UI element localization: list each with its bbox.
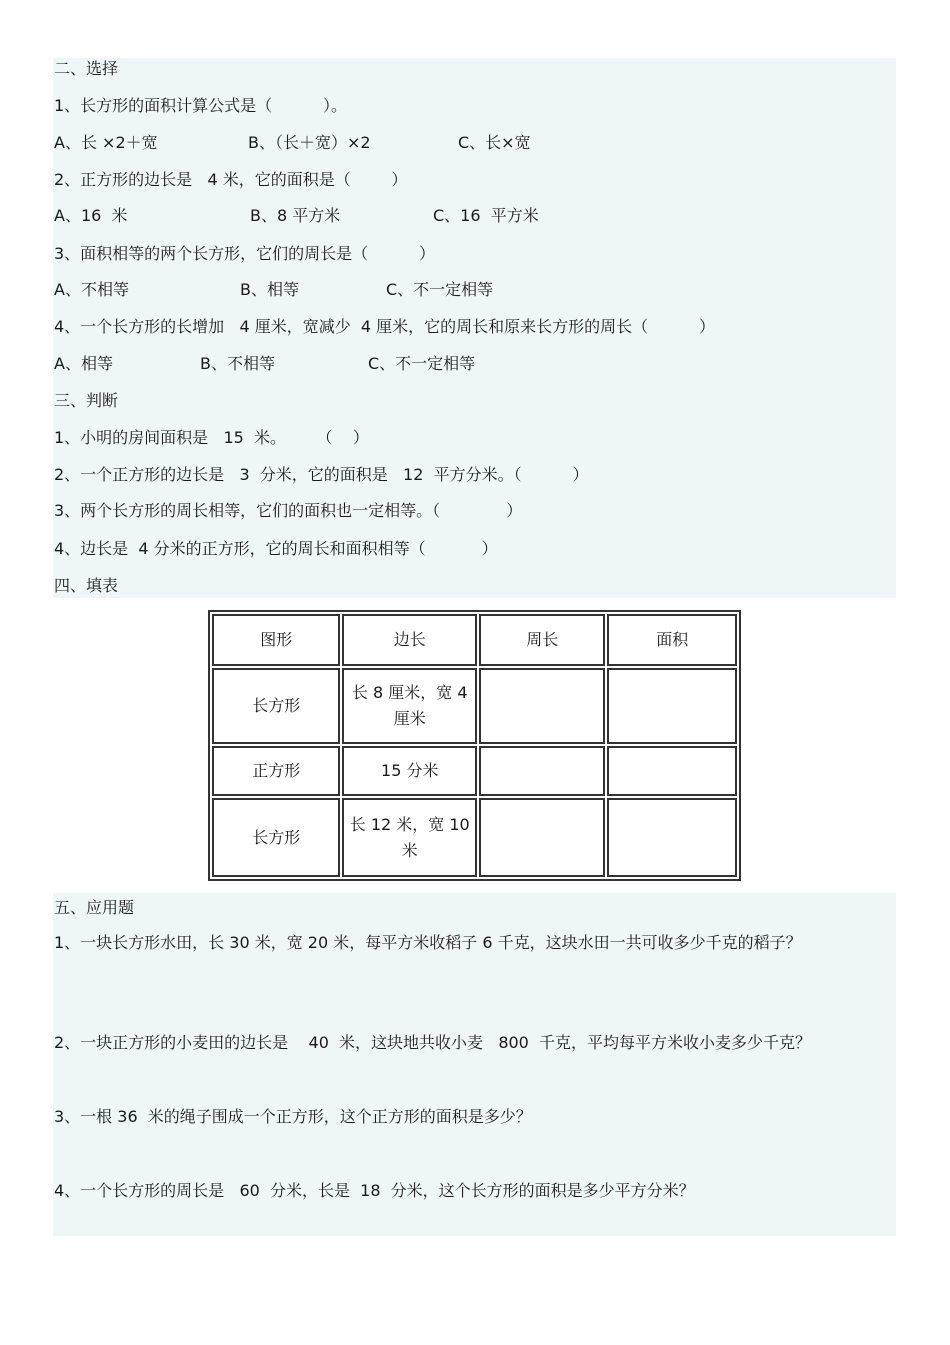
q2-option-a: A、16 米 bbox=[54, 206, 128, 225]
cell-side-length: 15 分米 bbox=[342, 746, 477, 796]
q1-option-a: A、长 ×2＋宽 bbox=[54, 133, 158, 152]
question-3: 3、面积相等的两个长方形，它们的周长是（ ） bbox=[54, 244, 436, 263]
q3-option-c: C、不一定相等 bbox=[386, 280, 494, 299]
cell-perimeter-blank[interactable] bbox=[479, 746, 605, 796]
section5-heading: 五、应用题 bbox=[54, 898, 135, 917]
q3-option-b: B、相等 bbox=[240, 280, 299, 299]
q3-option-a: A、不相等 bbox=[54, 280, 129, 299]
word-problem-4: 4、一个长方形的周长是 60 分米，长是 18 分米，这个长方形的面积是多少平方分米？ bbox=[54, 1181, 695, 1200]
cell-shape: 长方形 bbox=[212, 668, 340, 745]
judge-item-4: 4、边长是 4 分米的正方形，它的周长和面积相等（ ） bbox=[54, 539, 498, 558]
fill-in-table bbox=[208, 610, 741, 881]
question-4: 4、一个长方形的长增加 4 厘米，宽减少 4 厘米，它的周长和原来长方形的周长（ ） bbox=[54, 317, 716, 336]
section2-heading: 二、选择 bbox=[54, 59, 119, 78]
word-problem-3: 3、一根 36 米的绳子围成一个正方形，这个正方形的面积是多少？ bbox=[54, 1107, 532, 1126]
cell-shape: 正方形 bbox=[212, 746, 340, 796]
question-2: 2、正方形的边长是 4 米，它的面积是（ ） bbox=[54, 170, 408, 189]
cell-shape: 长方形 bbox=[212, 798, 340, 877]
table-header-row bbox=[212, 614, 737, 666]
q4-option-b: B、不相等 bbox=[200, 354, 275, 373]
judge-item-1: 1、小明的房间面积是 15 米。 （ ） bbox=[54, 428, 369, 447]
cell-perimeter-blank[interactable] bbox=[479, 798, 605, 877]
word-problem-1: 1、一块长方形水田，长 30 米，宽 20 米，每平方米收稻子 6 千克，这块水田一共可收多少千克的稻子？ bbox=[54, 933, 802, 952]
cell-area-blank[interactable] bbox=[607, 798, 737, 877]
q4-option-a: A、相等 bbox=[54, 354, 113, 373]
table-row bbox=[212, 798, 737, 877]
q1-option-c: C、长×宽 bbox=[458, 133, 531, 152]
cell-perimeter-blank[interactable] bbox=[479, 668, 605, 745]
judge-item-3: 3、两个长方形的周长相等，它们的面积也一定相等。（ ） bbox=[54, 501, 523, 520]
word-problem-2: 2、一块正方形的小麦田的边长是 40 米，这块地共收小麦 800 千克，平均每平方米收小麦多少千克？ bbox=[54, 1033, 812, 1052]
section3-heading: 三、判断 bbox=[54, 391, 119, 410]
q2-option-c: C、16 平方米 bbox=[433, 206, 539, 225]
header-shape: 图形 bbox=[212, 614, 340, 666]
q4-option-c: C、不一定相等 bbox=[368, 354, 476, 373]
q1-option-b: B、（长＋宽）×2 bbox=[248, 133, 371, 152]
cell-area-blank[interactable] bbox=[607, 668, 737, 745]
q2-option-b: B、8 平方米 bbox=[250, 206, 341, 225]
cell-area-blank[interactable] bbox=[607, 746, 737, 796]
header-perimeter: 周长 bbox=[479, 614, 605, 666]
cell-side-length: 长 12 米，宽 10 米 bbox=[342, 798, 477, 877]
question-1: 1、长方形的面积计算公式是（ ）。 bbox=[54, 96, 348, 115]
section4-heading: 四、填表 bbox=[54, 576, 119, 595]
judge-item-2: 2、一个正方形的边长是 3 分米，它的面积是 12 平方分米。（ ） bbox=[54, 465, 589, 484]
table-row bbox=[212, 746, 737, 796]
header-side-length: 边长 bbox=[342, 614, 477, 666]
table-row bbox=[212, 668, 737, 745]
cell-side-length: 长 8 厘米，宽 4 厘米 bbox=[342, 668, 477, 745]
header-area: 面积 bbox=[607, 614, 737, 666]
